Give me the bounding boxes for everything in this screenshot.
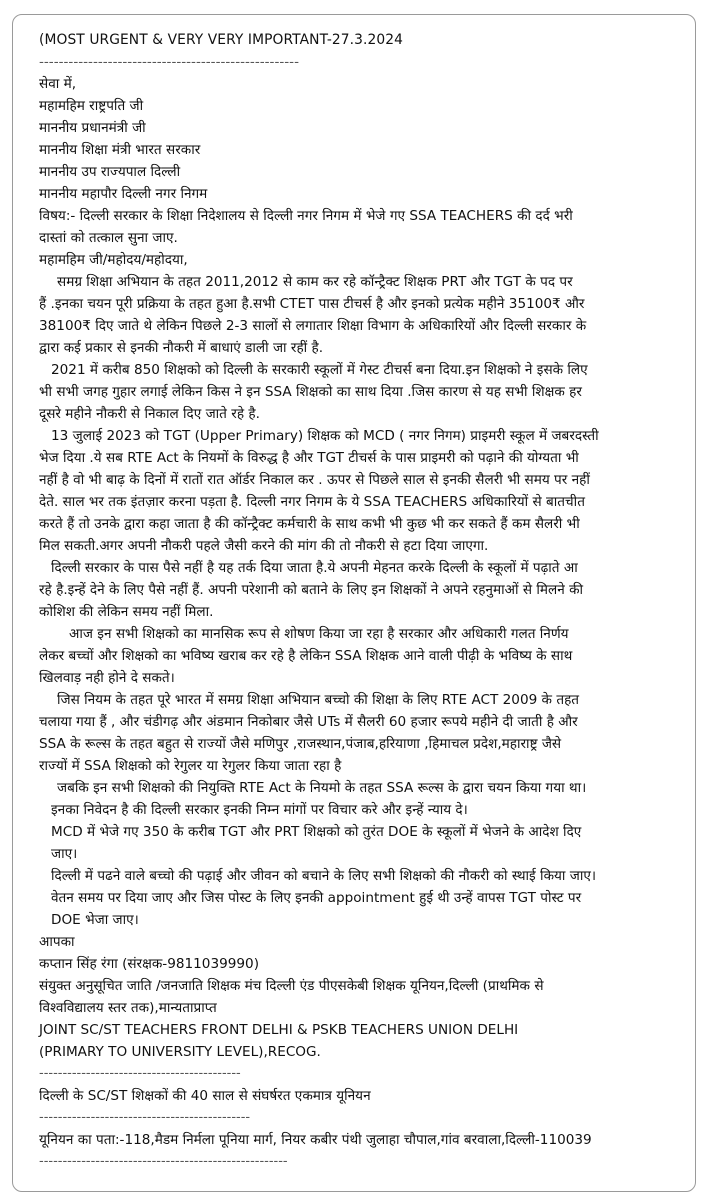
body-line: हैं .इनका चयन पूरी प्रक्रिया के तहत हुआ है.सभी CTET पास टीचर्स है और इनको प्रत्येक महीने 35100₹ और <box>39 296 585 312</box>
demand-line: जाए। <box>51 846 78 862</box>
body-line: 38100₹ दिए जाते थे लेकिन पिछले 2-3 सालों से लगातार शिक्षा विभाग के अधिकारियों और दिल्ली सरकार के <box>39 318 587 334</box>
body-line: 2021 में करीब 850 शिक्षको को दिल्ली के सरकारी स्कूलों में गेस्ट टीचर्स बना दिया.इन शिक्षको ने इसके लिए <box>51 362 588 378</box>
recipient-line: माननीय प्रधानमंत्री जी <box>39 120 146 136</box>
letter-document <box>39 29 689 1173</box>
body-line: कोशिश की लेकिन समय नहीं मिला. <box>39 604 214 620</box>
recipient-line: महामहिम राष्ट्रपति जी <box>39 98 144 114</box>
recipient-line: माननीय शिक्षा मंत्री भारत सरकार <box>39 142 201 158</box>
body-line: भी सभी जगह गुहार लगाई लेकिन किस ने इन SSA शिक्षको का साथ दिया .जिस कारण से यह सभी शिक्षक हर <box>39 384 582 400</box>
dash-separator: --------------------------------------------- <box>39 1110 251 1125</box>
subject-line: दास्तां को तत्काल सुना जाए. <box>39 230 178 246</box>
dash-separator: ------------------------------------------- <box>39 1066 241 1081</box>
body-line: लेकर बच्चों और शिक्षको का भविष्य खराब कर रहे है लेकिन SSA शिक्षक आने वाली पीढ़ी के भविष्य के साथ <box>39 648 573 664</box>
demand-line: MCD में भेजे गए 350 के करीब TGT और PRT शिक्षको को तुरंत DOE के स्कूलों में भेजने के आदेश दिए <box>51 824 582 840</box>
body-line: राज्यों में SSA शिक्षको को रेगुलर या रेगुलर किया जाता रहा है <box>39 758 342 774</box>
demand-line: वेतन समय पर दिया जाए और जिस पोस्ट के लिए इनकी appointment हुई थी उन्हें वापस TGT पोस्ट पर <box>51 890 582 906</box>
recipient-line: माननीय उप राज्यपाल दिल्ली <box>39 164 181 180</box>
subject-line: विषय:- दिल्ली सरकार के शिक्षा निदेशालय से दिल्ली नगर निगम में भेजे गए SSA TEACHERS की दर्द भरी <box>39 208 573 224</box>
body-line: 13 जुलाई 2023 को TGT (Upper Primary) शिक्षक को MCD ( नगर निगम) प्राइमरी स्कूल में जबरदस्ती <box>51 428 599 444</box>
body-line: रहे है.इन्हें देने के लिए पैसे नहीं हैं. अपनी परेशानी को बताने के लिए इन शिक्षकों ने अपने रहनुमाओं से मिलने की <box>39 582 584 598</box>
dash-separator-top: ----------------------------------------------------- <box>39 54 299 70</box>
organization-english: (PRIMARY TO UNIVERSITY LEVEL),RECOG. <box>39 1044 321 1060</box>
body-line: आज इन सभी शिक्षको का मानसिक रूप से शोषण किया जा रहा है सरकार और अधिकारी गलत निर्णय <box>69 626 569 642</box>
seva-line: सेवा में, <box>39 76 77 92</box>
body-line: करते हैं तो उनके द्वारा कहा जाता है की कॉन्ट्रैक्ट कर्मचारी के साथ कभी भी कुछ भी कर सकते हैं कम सैलरी भी <box>39 516 580 532</box>
body-line: समग्र शिक्षा अभियान के तहत 2011,2012 से काम कर रहे कॉन्ट्रैक्ट शिक्षक PRT और TGT के पद पर <box>57 274 573 290</box>
letter-title: (MOST URGENT & VERY VERY IMPORTANT-27.3.2024 <box>39 32 404 48</box>
demand-line: दिल्ली में पढने वाले बच्चो की पढ़ाई और जीवन को बचाने के लिए सभी शिक्षको की नौकरी को स्थाई किया जाए। <box>51 868 597 884</box>
signatory-name: कप्तान सिंह रंगा (संरक्षक-9811039990) <box>39 956 260 972</box>
union-address: यूनियन का पता:-118,मैडम निर्मला पूनिया मार्ग, नियर कबीर पंथी जुलाहा चौपाल,गांव बरवाला,दिल्ली-110039 <box>39 1132 592 1148</box>
demand-line: DOE भेजा जाए। <box>51 912 139 928</box>
document-frame <box>12 14 696 1192</box>
body-line: मिल सकती.अगर अपनी नौकरी पहले जैसी करने की मांग की तो नौकरी से हटा दिया जाएगा. <box>39 538 489 554</box>
body-line: इनका निवेदन है की दिल्ली सरकार इनकी निम्न मांगों पर विचार करे और इन्हें न्याय दे। <box>51 802 468 818</box>
body-line: नहीं है वो भी बाढ़ के दिनों में रातों रात ऑर्डर निकाल कर . ऊपर से पिछले साल से इनकी सैलरी भी समय पर नहीं <box>39 472 590 488</box>
body-line: चलाया गया हैं , और चंडीगढ़ और अंडमान निकोबार जैसे UTs में सैलरी 60 हजार रूपये महीने दी जाती है और <box>39 714 578 730</box>
closing-aapka: आपका <box>39 934 75 950</box>
body-line: दूसरे महीने नौकरी से निकाल दिए जाते रहे है. <box>39 406 260 422</box>
organization-hindi: संयुक्त अनुसूचित जाति /जनजाति शिक्षक मंच दिल्ली एंड पीएसकेबी शिक्षक यूनियन,दिल्ली (प्राथमिक से <box>39 978 544 994</box>
union-tagline: दिल्ली के SC/ST शिक्षकों की 40 साल से संघर्षरत एकमात्र यूनियन <box>39 1088 371 1104</box>
organization-hindi: विश्वविद्यालय स्तर तक),मान्यताप्राप्त <box>39 1000 217 1016</box>
greeting-line: महामहिम जी/महोदय/महोदया, <box>39 252 188 268</box>
organization-english: JOINT SC/ST TEACHERS FRONT DELHI & PSKB TEACHERS UNION DELHI <box>39 1022 519 1038</box>
body-line: खिलवाड़ नही होने दे सकते। <box>39 670 175 686</box>
body-line: दिल्ली सरकार के पास पैसे नहीं है यह तर्क दिया जाता है.ये अपनी मेहनत करके दिल्ली के स्कूलों में पढ़ाते आ <box>51 560 578 576</box>
body-line: द्वारा कई प्रकार से इनकी नौकरी में बाधाएं डाली जा रहीं है. <box>39 340 324 356</box>
body-line: जबकि इन सभी शिक्षको की नियुक्ति RTE Act के नियमो के तहत SSA रूल्स के द्वारा चयन किया गया था। <box>57 780 587 796</box>
dash-separator-bottom: ----------------------------------------------------- <box>39 1154 288 1169</box>
body-line: देते. साल भर तक इंतज़ार करना पड़ता है. दिल्ली नगर निगम के ये SSA TEACHERS अधिकारियों से बातचीत <box>39 494 585 510</box>
body-line: SSA के रूल्स के तहत बहुत से राज्यों जैसे मणिपुर ,राजस्थान,पंजाब,हरियाणा ,हिमाचल प्रदेश,महाराष्ट्र जैसे <box>39 736 562 752</box>
body-line: जिस नियम के तहत पूरे भारत में समग्र शिक्षा अभियान बच्चो की शिक्षा के लिए RTE ACT 2009 के तहत <box>57 692 580 708</box>
recipient-line: माननीय महापौर दिल्ली नगर निगम <box>39 186 208 202</box>
body-line: भेज दिया .ये सब RTE Act के नियमों के विरुद्ध है और TGT टीचर्स के पास प्राइमरी को पढ़ाने की योग्यता भी <box>39 450 579 466</box>
